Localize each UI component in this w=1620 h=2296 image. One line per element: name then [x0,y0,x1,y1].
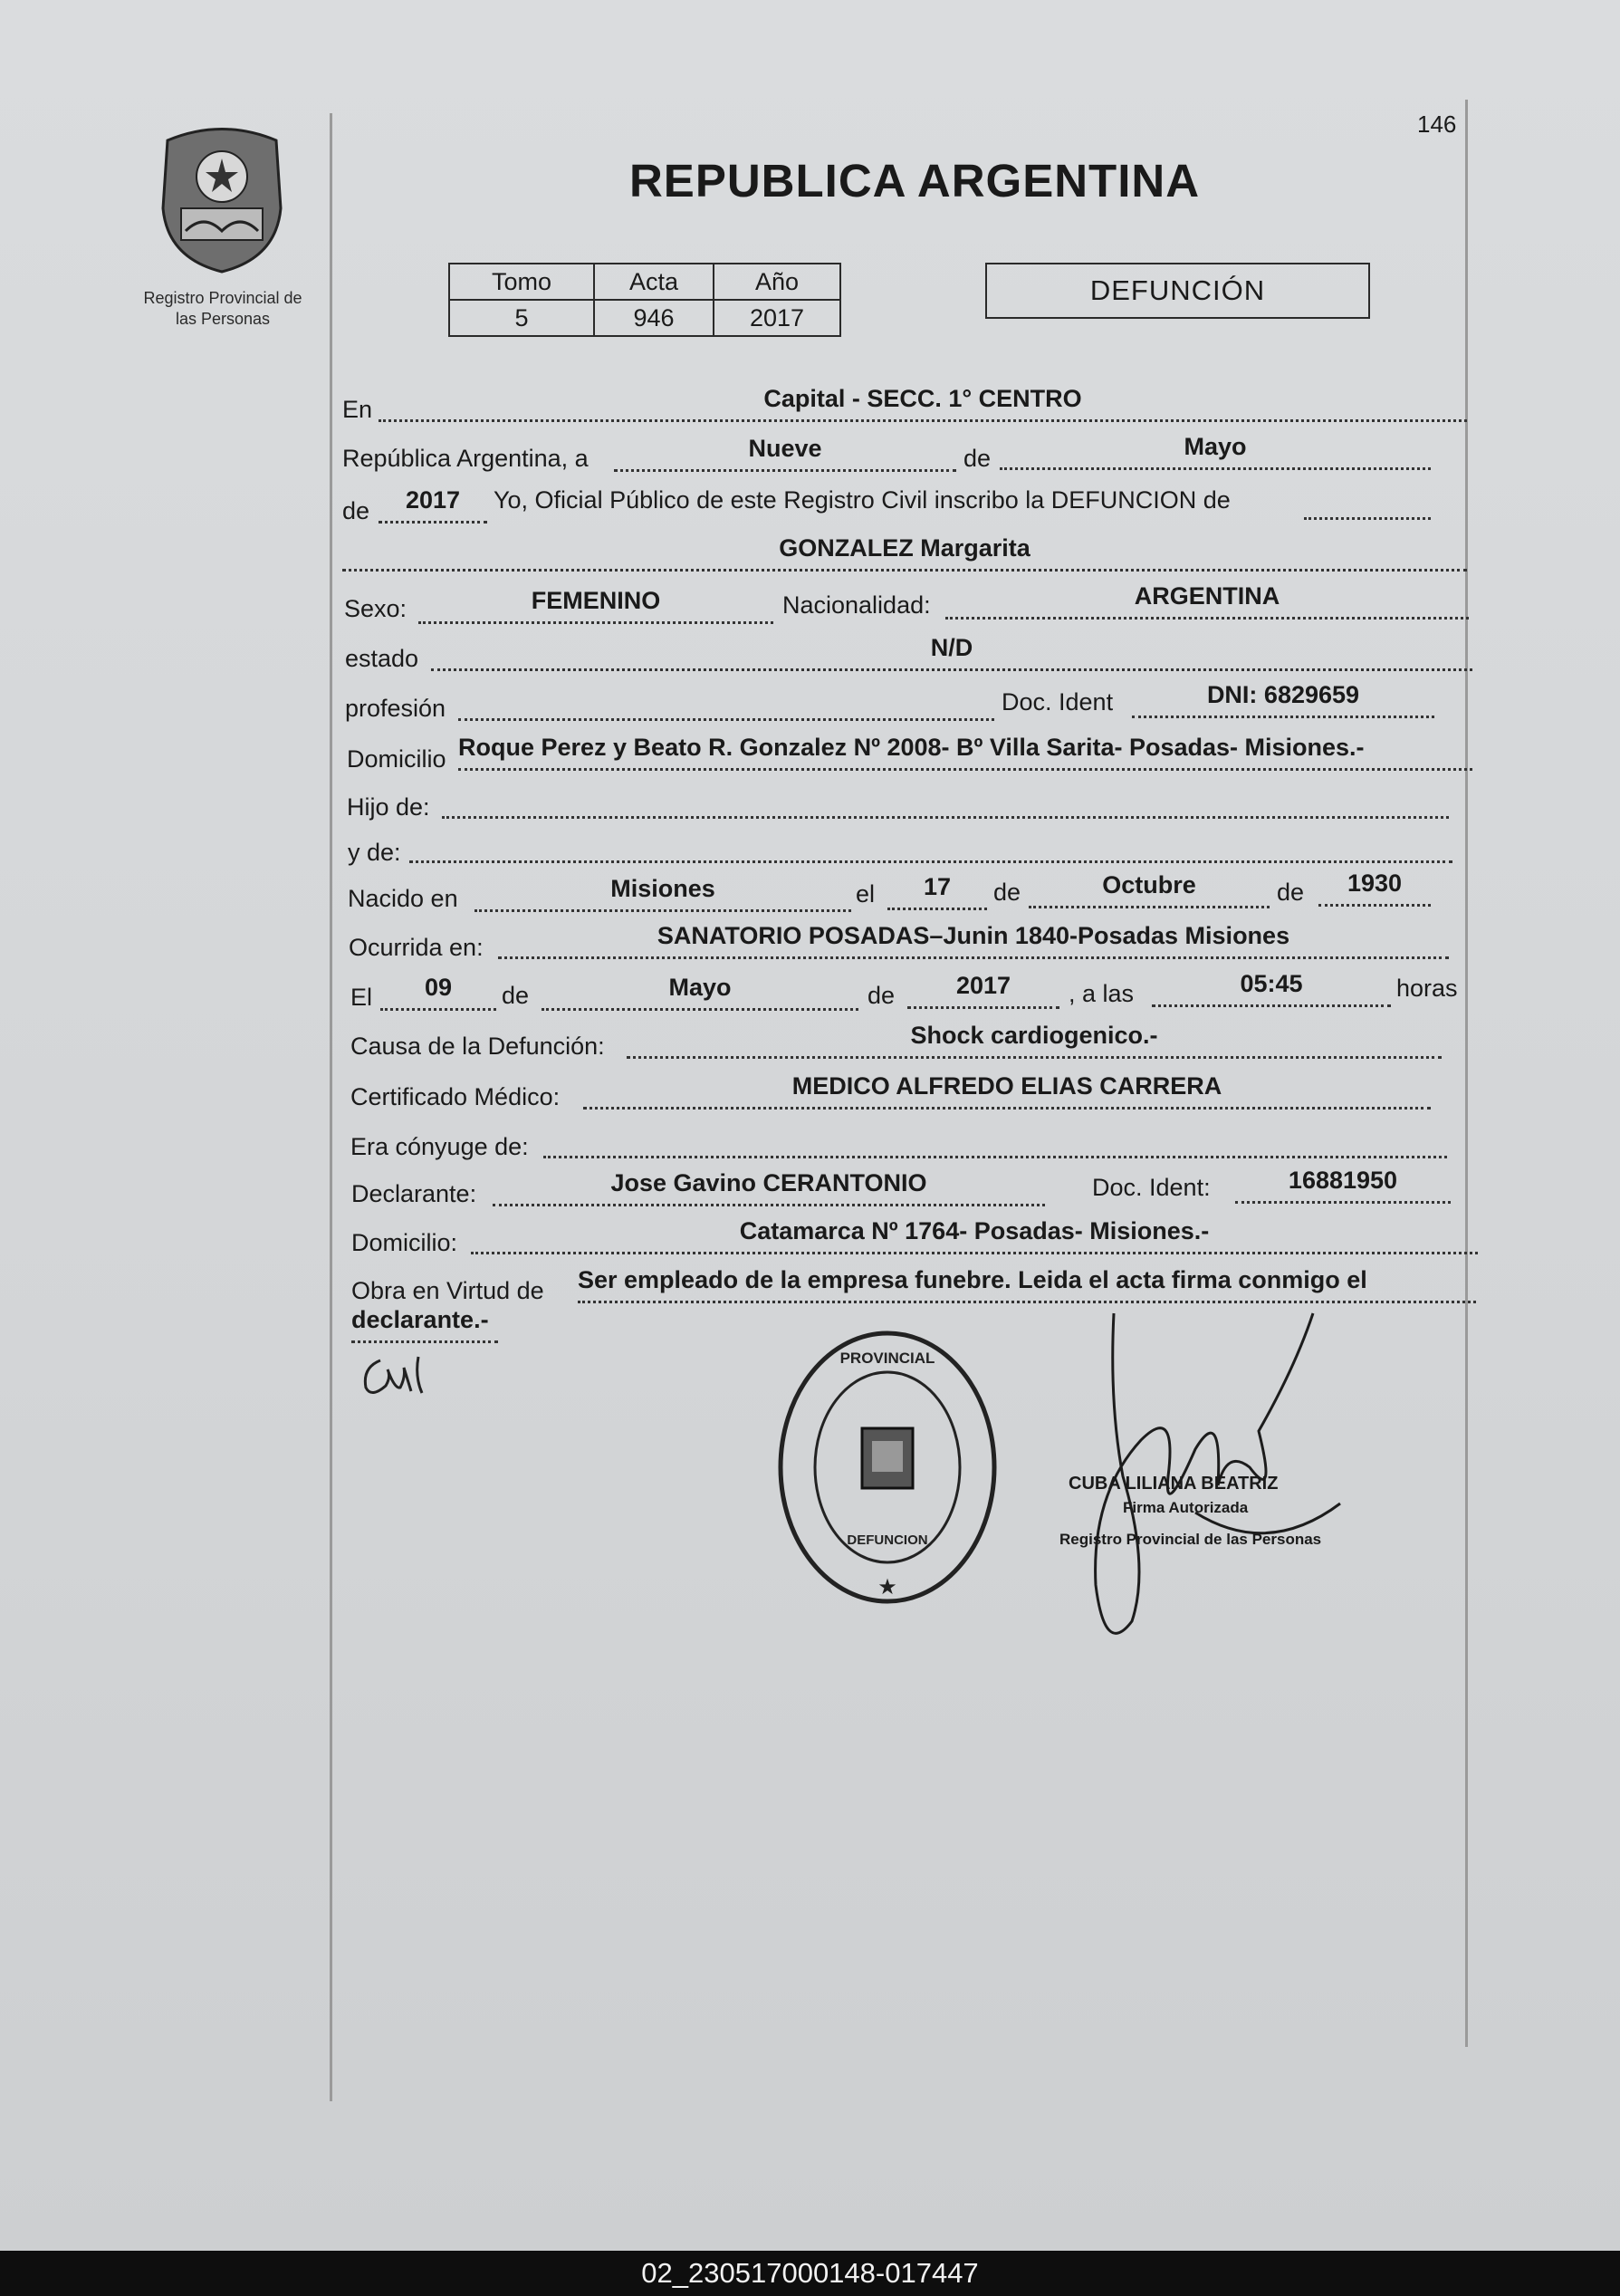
record-table [448,263,841,337]
label-yo-text: Yo, Oficial Público de este Registro Civil inscribo la DEFUNCION de [494,486,1231,514]
value-tomo: 5 [449,300,594,336]
misiones-seal-logo [149,122,294,276]
field-lugar: Capital - SECC. 1° CENTRO [379,385,1467,422]
label-domicilio-2: Domicilio: [351,1229,458,1256]
field-fallec-hora: 05:45 [1152,970,1391,1007]
label-y-de: y de: [348,839,401,866]
label-sexo: Sexo: [344,595,407,622]
field-conyuge [543,1121,1447,1158]
page-number: 146 [1417,110,1457,138]
field-doc-ident: DNI: 6829659 [1132,681,1434,718]
label-profesion: profesión [345,695,446,722]
field-sexo: FEMENINO [418,587,773,624]
field-declarante-domicilio: Catamarca Nº 1764- Posadas- Misiones.- [471,1217,1478,1254]
label-nacionalidad: Nacionalidad: [782,591,931,619]
label-ocurrida-en: Ocurrida en: [349,934,484,961]
label-de-fallec-1: de [502,982,530,1009]
label-doc-ident: Doc. Ident [1002,688,1114,716]
handwritten-initials [355,1350,436,1404]
record-table-value-row [449,300,840,336]
header-tomo: Tomo [449,264,594,300]
label-doc-ident-2: Doc. Ident: [1092,1174,1211,1201]
label-republica: República Argentina, a [342,445,589,472]
svg-text:PROVINCIAL: PROVINCIAL [839,1350,935,1367]
signatory-name: CUBA LILIANA BEATRIZ [1069,1474,1279,1494]
field-nacionalidad: ARGENTINA [945,582,1469,620]
value-anio: 2017 [714,300,840,336]
header-anio: Año [714,264,840,300]
left-margin-line [330,113,332,2101]
field-mes: Mayo [1000,433,1431,470]
field-fallec-dia: 09 [380,974,496,1011]
registry-caption-line1: Registro Provincial de [143,289,302,307]
label-en: En [342,396,373,423]
label-conyuge: Era cónyuge de: [350,1133,529,1160]
footer-code: 02_230517000148-017447 [0,2251,1620,2296]
field-nacido-anio: 1930 [1318,869,1431,907]
label-el-nacido: el [856,880,876,908]
field-nacido-mes: Octubre [1029,871,1270,908]
field-anio: 2017 [379,486,487,524]
field-domicilio: Roque Perez y Beato R. Gonzalez Nº 2008- Bº Villa Sarita- Posadas- Misiones.- [458,734,1472,771]
value-acta: 946 [594,300,714,336]
field-fallec-mes: Mayo [542,974,858,1011]
field-declarante-doc: 16881950 [1235,1167,1451,1204]
field-y-de [409,826,1452,863]
field-fallec-anio: 2017 [907,972,1059,1009]
field-profesion [458,684,994,721]
field-nombre: GONZALEZ Margarita [342,534,1467,572]
label-de-fallec-2: de [868,982,896,1009]
label-hijo-de: Hijo de: [347,793,430,821]
field-ocurrida-en: SANATORIO POSADAS–Junin 1840-Posadas Misiones [498,922,1449,959]
field-nacido-dia: 17 [887,873,987,910]
field-nacido-lugar: Misiones [474,875,851,912]
record-table-header-row [449,264,840,300]
label-de-nacido-2: de [1277,879,1305,906]
label-de-nacido-1: de [993,879,1021,906]
field-hijo-de [442,782,1449,819]
field-estado: N/D [431,634,1472,671]
official-stamp [774,1327,1001,1608]
label-certificado: Certificado Médico: [350,1083,561,1110]
label-nacido-en: Nacido en [348,885,458,912]
svg-text:DEFUNCION: DEFUNCION [847,1532,928,1548]
field-obra-linea2: declarante.- [351,1306,498,1343]
label-causa: Causa de la Defunción: [350,1033,605,1060]
label-de-1: de [963,445,992,472]
field-certificado: MEDICO ALFREDO ELIAS CARRERA [583,1072,1431,1110]
label-obra: Obra en Virtud de [351,1277,544,1304]
field-dia-letras: Nueve [614,435,956,472]
label-a-las: , a las [1069,980,1135,1007]
document-title: REPUBLICA ARGENTINA [628,155,1201,207]
field-declarante: Jose Gavino CERANTONIO [493,1169,1045,1206]
label-declarante: Declarante: [351,1180,477,1207]
registry-caption-line2: las Personas [175,310,271,328]
svg-text:★: ★ [877,1575,897,1600]
signatory-role: Firma Autorizada [1123,1499,1249,1516]
label-de-2: de [342,497,370,524]
label-horas: horas [1396,975,1458,1002]
header-acta: Acta [594,264,714,300]
field-obra-linea1: Ser empleado de la empresa funebre. Leida el acta firma conmigo el [578,1266,1476,1303]
registry-caption [116,288,330,330]
label-el-fallec: El [350,984,373,1011]
record-type-box: DEFUNCIÓN [985,263,1370,319]
field-causa: Shock cardiogenico.- [627,1022,1442,1059]
field-blank-1 [1304,483,1431,520]
signatory-office: Registro Provincial de las Personas [1059,1531,1322,1548]
label-domicilio: Domicilio [347,745,446,773]
label-estado: estado [345,645,419,672]
